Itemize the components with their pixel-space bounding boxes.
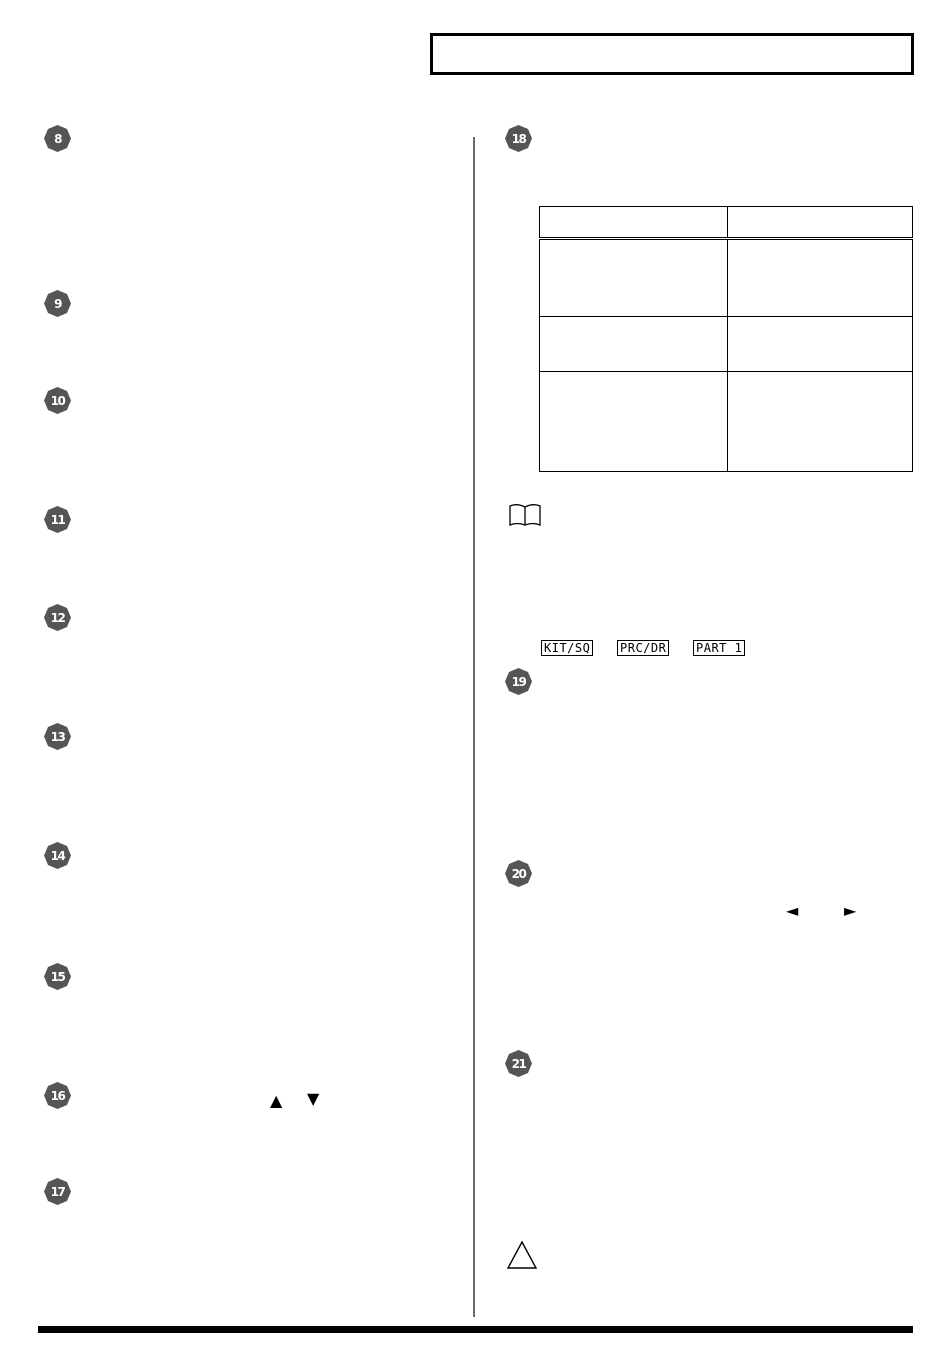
table-cell	[728, 317, 913, 372]
header-title-box	[430, 33, 914, 75]
callout-badge-15: 15	[43, 962, 72, 991]
right-arrow-icon: ►	[844, 901, 857, 920]
callout-badge-18: 18	[504, 124, 533, 153]
callout-badge-14: 14	[43, 841, 72, 870]
parameter-table	[539, 206, 913, 472]
book-icon	[508, 503, 542, 527]
table-cell	[540, 239, 728, 317]
table-row	[540, 372, 913, 472]
warning-triangle-icon	[506, 1240, 538, 1270]
callout-badge-21: 21	[504, 1049, 533, 1078]
callout-badge-20: 20	[504, 859, 533, 888]
table-header-cell	[728, 207, 913, 239]
table-row	[540, 317, 913, 372]
callout-badge-10: 10	[43, 386, 72, 415]
callout-badge-11: 11	[43, 505, 72, 534]
footer-rule	[38, 1326, 913, 1333]
table-cell	[728, 239, 913, 317]
column-divider	[473, 137, 475, 1317]
callout-badge-16: 16	[43, 1081, 72, 1110]
table-header-cell	[540, 207, 728, 239]
down-arrow-icon: ▼	[307, 1089, 320, 1108]
table-cell	[728, 372, 913, 472]
callout-badge-13: 13	[43, 722, 72, 751]
callout-badge-8: 8	[43, 124, 72, 153]
callout-badge-12: 12	[43, 603, 72, 632]
left-arrow-icon: ◄	[786, 901, 799, 920]
callout-badge-9: 9	[43, 289, 72, 318]
lcd-tab-prc-dr: PRC/DR	[617, 640, 669, 656]
lcd-tab-kit-sq: KIT/SQ	[541, 640, 593, 656]
callout-badge-17: 17	[43, 1177, 72, 1206]
table-header-row	[540, 207, 913, 239]
up-arrow-icon: ▲	[270, 1091, 283, 1110]
callout-badge-19: 19	[504, 667, 533, 696]
table-cell	[540, 372, 728, 472]
lcd-tab-part-1: PART 1	[693, 640, 745, 656]
table-cell	[540, 317, 728, 372]
table-row	[540, 239, 913, 317]
